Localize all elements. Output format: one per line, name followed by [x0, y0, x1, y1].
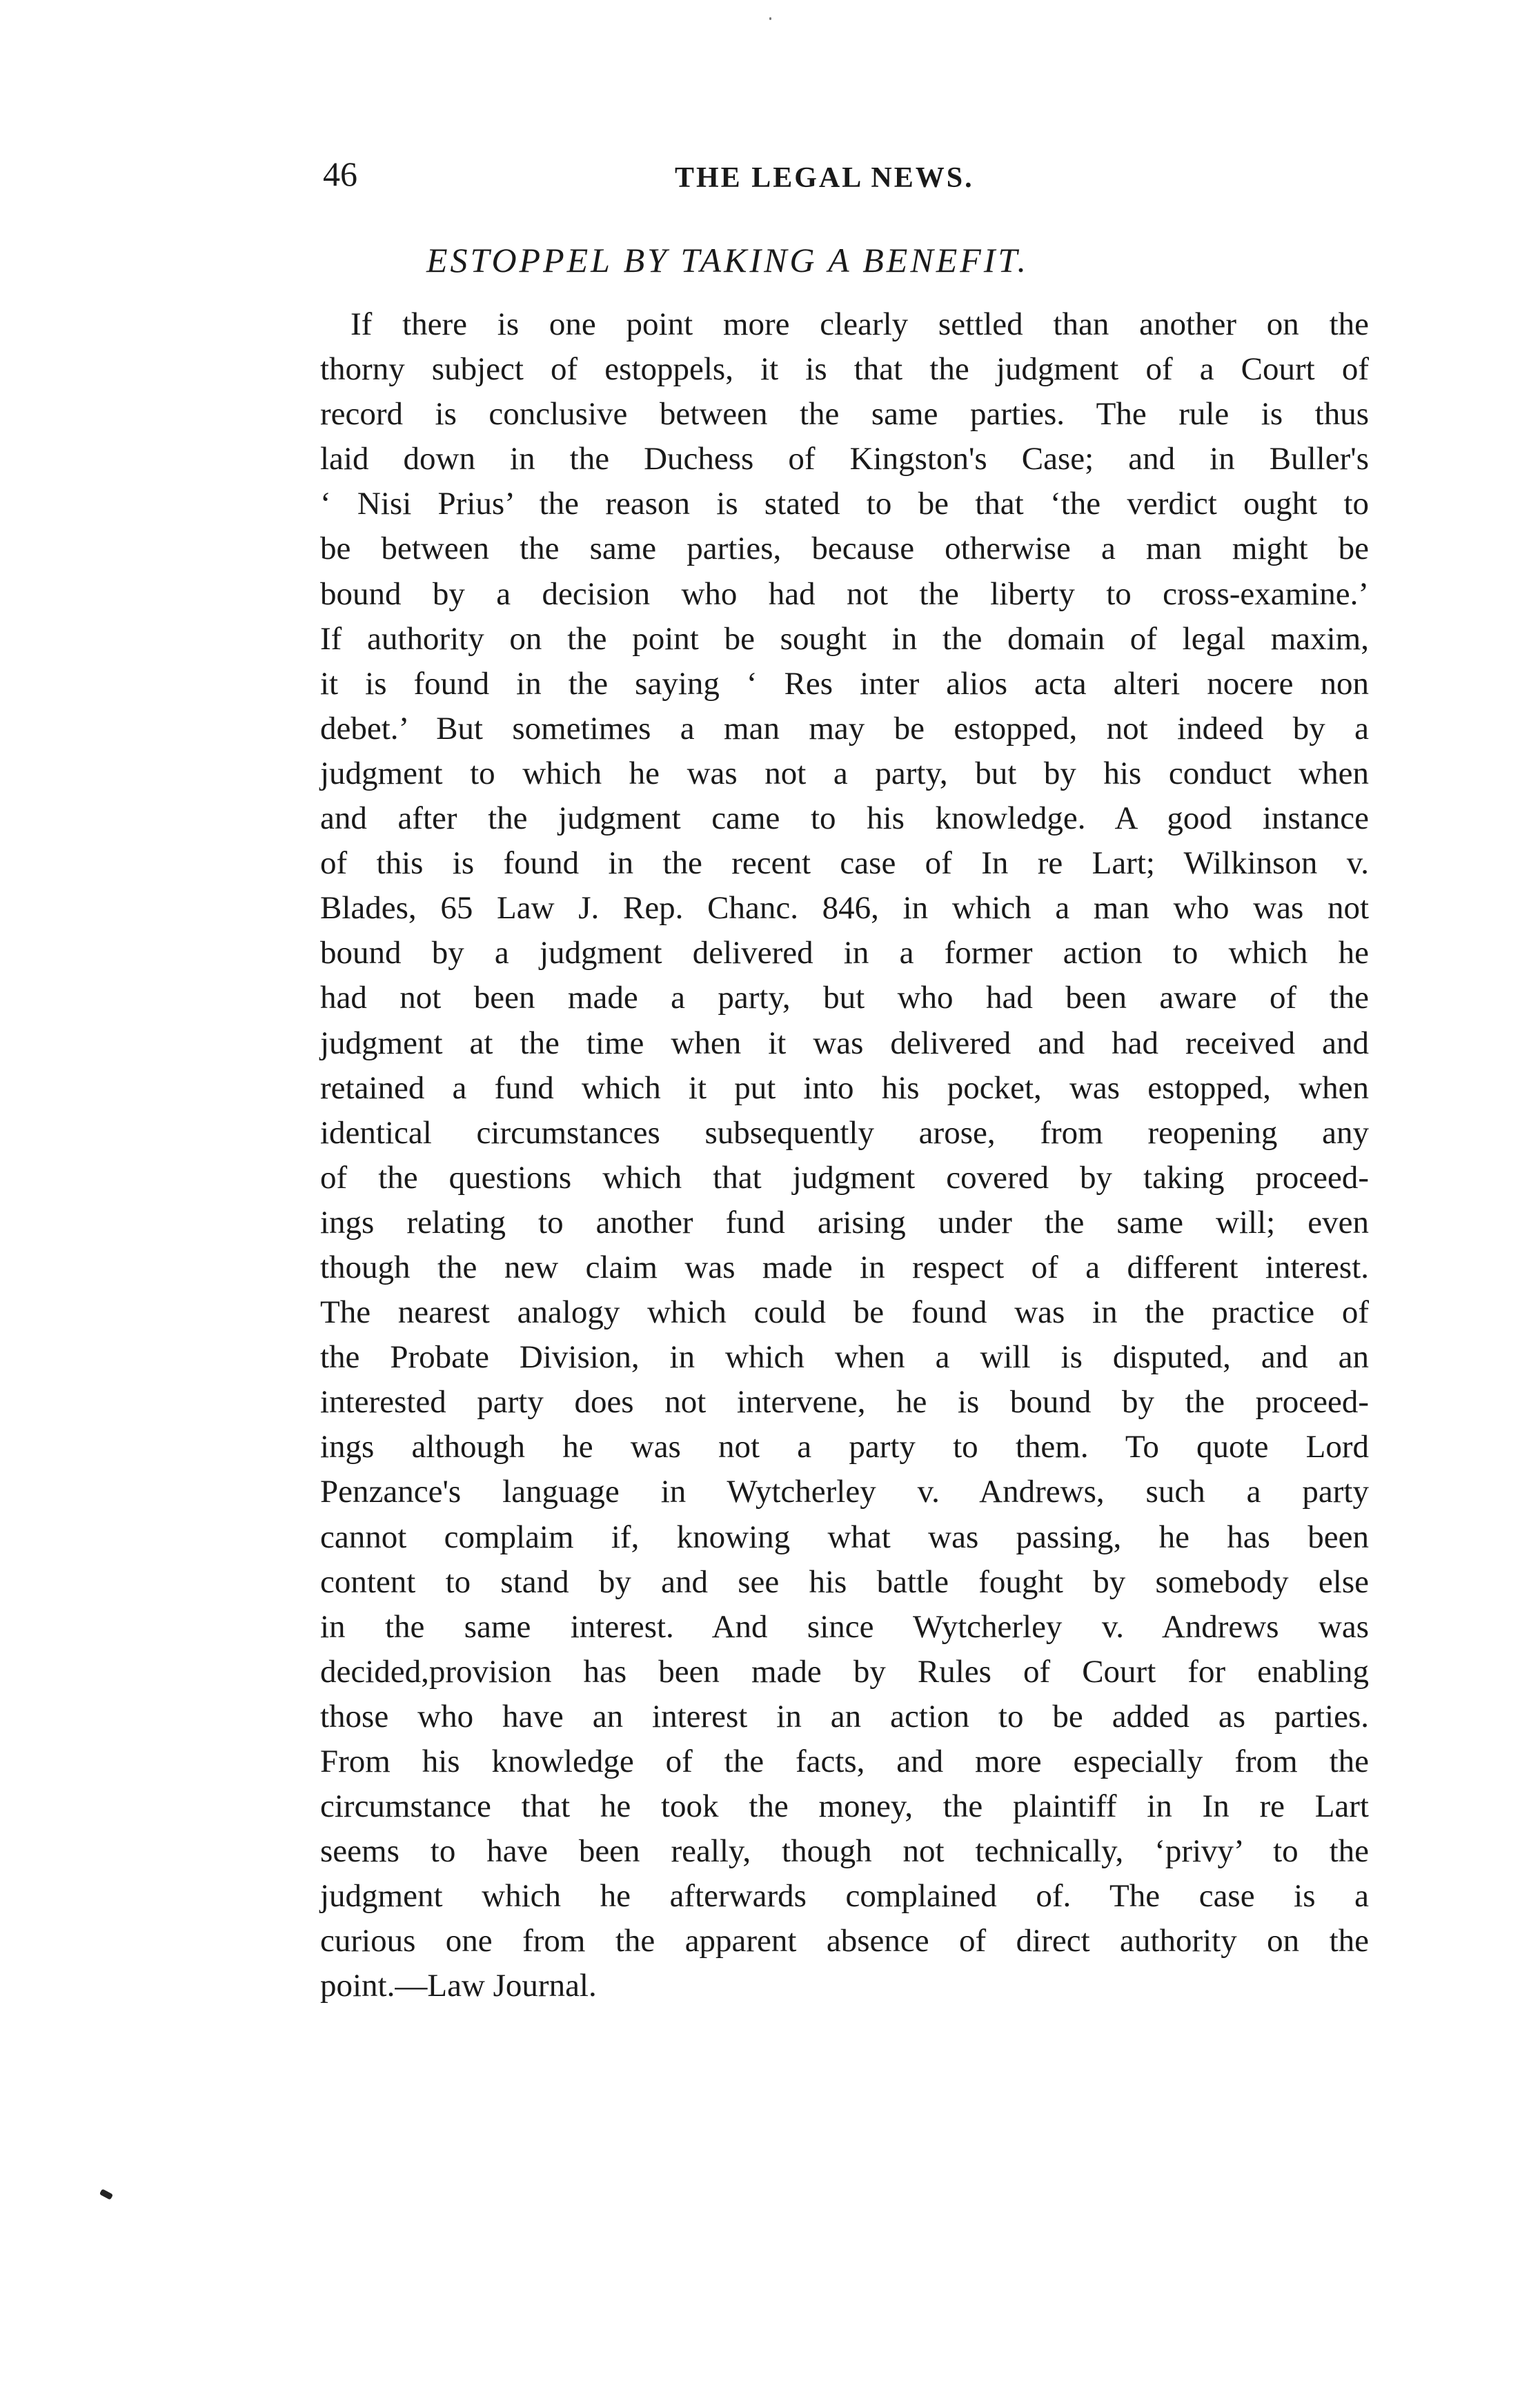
text-line: curious one from the apparent absence of direct authority on the: [320, 1923, 1369, 1959]
text-line: circumstance that he took the money, the plaintiff in In re Lart: [320, 1788, 1369, 1825]
text-line: seems to have been really, though not technically, ‘privy’ to the: [320, 1833, 1369, 1870]
text-line: point.—Law Journal.: [320, 1968, 597, 2004]
text-line: bound by a judgment delivered in a former action to which he: [320, 935, 1369, 971]
text-line: Penzance's language in Wytcherley v. Andrews, such a party: [320, 1474, 1369, 1510]
text-line: interested party does not intervene, he is bound by the proceed-: [320, 1384, 1369, 1421]
text-line: retained a fund which it put into his pocket, was estopped, when: [320, 1069, 1369, 1106]
text-line: the Probate Division, in which when a will is disputed, and an: [320, 1339, 1369, 1376]
text-line: of this is found in the recent case of In re Lart; Wilkinson v.: [320, 845, 1369, 882]
text-line: had not been made a party, but who had been aware of the: [320, 980, 1369, 1016]
text-line: Blades, 65 Law J. Rep. Chanc. 846, in which a man who was not: [320, 890, 1369, 927]
paper-speck: [769, 17, 771, 20]
text-line: ings relating to another fund arising under the same will; even: [320, 1204, 1369, 1241]
text-line: in the same interest. And since Wytcherley v. Andrews was: [320, 1608, 1369, 1645]
text-line: identical circumstances subsequently arose, from reopening any: [320, 1114, 1369, 1151]
text-line: content to stand by and see his battle fought by somebody else: [320, 1563, 1369, 1600]
running-head: THE LEGAL NEWS.: [675, 162, 974, 194]
text-line: cannot complaim if, knowing what was passing, he has been: [320, 1519, 1369, 1555]
text-line: From his knowledge of the facts, and more especially from the: [320, 1743, 1369, 1779]
text-line: ings although he was not a party to them. To quote Lord: [320, 1429, 1369, 1465]
text-line: The nearest analogy which could be found was in the practice of: [320, 1294, 1369, 1331]
text-line: though the new claim was made in respect of a different interest.: [320, 1249, 1369, 1285]
text-line: record is conclusive between the same parties. The rule is thus: [320, 396, 1369, 433]
text-line: If authority on the point be sought in the domain of legal maxim,: [320, 620, 1369, 657]
text-line: laid down in the Duchess of Kingston's Case; and in Buller's: [320, 441, 1369, 477]
text-line: those who have an interest in an action to be added as parties.: [320, 1698, 1369, 1735]
text-line: decided,provision has been made by Rules of Court for enabling: [320, 1653, 1369, 1690]
text-line: of the questions which that judgment covered by taking proceed-: [320, 1159, 1369, 1196]
text-line: thorny subject of estoppels, it is that the judgment of a Court of: [320, 351, 1369, 388]
text-line: ‘ Nisi Prius’ the reason is stated to be that ‘the verdict ought to: [320, 486, 1369, 522]
text-line: it is found in the saying ‘ Res inter alios acta alteri nocere non: [320, 665, 1369, 702]
text-line: debet.’ But sometimes a man may be estopped, not indeed by a: [320, 710, 1369, 747]
text-line: be between the same parties, because otherwise a man might be: [320, 531, 1369, 567]
text-line: judgment which he afterwards complained of. The case is a: [320, 1878, 1369, 1915]
text-line: bound by a decision who had not the liberty to cross-examine.’: [320, 575, 1369, 612]
text-line: judgment to which he was not a party, but by his conduct when: [320, 755, 1369, 791]
page-number: 46: [323, 155, 357, 193]
text-line: and after the judgment came to his knowledge. A good instance: [320, 800, 1369, 837]
article-body: [320, 302, 1369, 2009]
article-title: ESTOPPEL BY TAKING A BENEFIT.: [426, 241, 1029, 279]
text-line: judgment at the time when it was delivered and had received and: [320, 1025, 1369, 1061]
text-line: If there is one point more clearly settled than another on the: [351, 306, 1369, 342]
ink-mark: [99, 2189, 113, 2200]
